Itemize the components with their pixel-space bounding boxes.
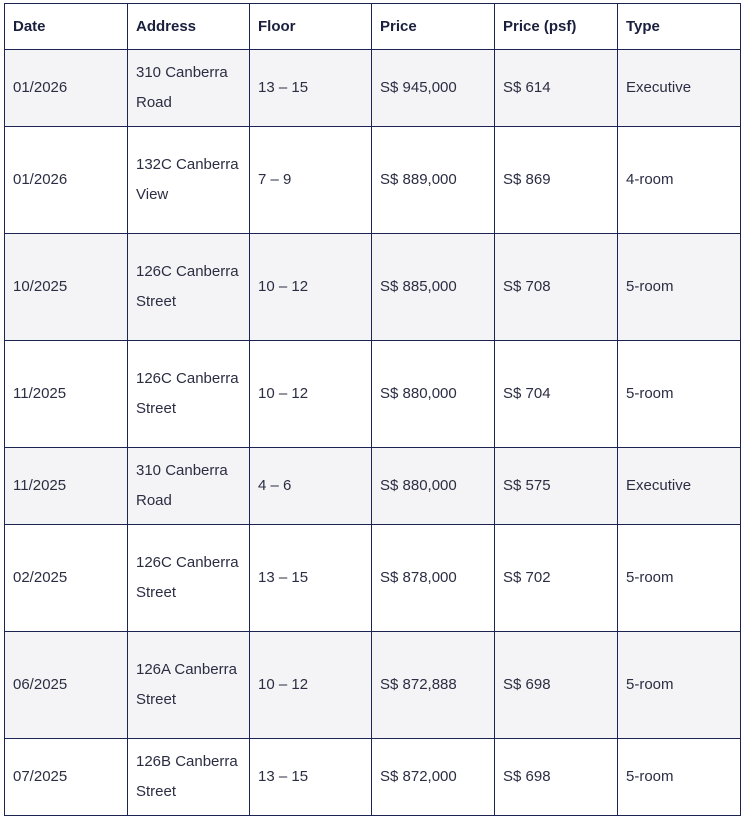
cell-address: 126C Canberra Street — [128, 525, 250, 632]
cell-date: 06/2025 — [5, 632, 128, 739]
cell-floor: 13 – 15 — [250, 525, 372, 632]
cell-date: 11/2025 — [5, 448, 128, 525]
table-row — [5, 525, 741, 632]
transactions-table — [4, 3, 741, 816]
cell-date: 10/2025 — [5, 234, 128, 341]
cell-price-psf: S$ 575 — [495, 448, 618, 525]
table-row — [5, 739, 741, 816]
cell-floor: 7 – 9 — [250, 127, 372, 234]
cell-floor: 13 – 15 — [250, 50, 372, 127]
cell-address: 126C Canberra Street — [128, 341, 250, 448]
cell-type: 5-room — [618, 525, 741, 632]
table-row — [5, 127, 741, 234]
table-row — [5, 50, 741, 127]
cell-price-psf: S$ 614 — [495, 50, 618, 127]
cell-price-psf: S$ 698 — [495, 739, 618, 816]
cell-price-psf: S$ 702 — [495, 525, 618, 632]
header-date: Date — [5, 4, 128, 50]
header-floor: Floor — [250, 4, 372, 50]
cell-type: 5-room — [618, 739, 741, 816]
table-row — [5, 632, 741, 739]
table-row — [5, 341, 741, 448]
cell-date: 07/2025 — [5, 739, 128, 816]
cell-date: 01/2026 — [5, 50, 128, 127]
header-address: Address — [128, 4, 250, 50]
cell-address: 132C Canberra View — [128, 127, 250, 234]
cell-floor: 4 – 6 — [250, 448, 372, 525]
cell-floor: 13 – 15 — [250, 739, 372, 816]
cell-address: 310 Canberra Road — [128, 448, 250, 525]
cell-floor: 10 – 12 — [250, 341, 372, 448]
cell-type: 5-room — [618, 234, 741, 341]
cell-date: 11/2025 — [5, 341, 128, 448]
cell-price-psf: S$ 869 — [495, 127, 618, 234]
cell-price: S$ 889,000 — [372, 127, 495, 234]
cell-price-psf: S$ 704 — [495, 341, 618, 448]
cell-price: S$ 945,000 — [372, 50, 495, 127]
cell-address: 126A Canberra Street — [128, 632, 250, 739]
table-row — [5, 448, 741, 525]
cell-type: Executive — [618, 448, 741, 525]
cell-price: S$ 872,888 — [372, 632, 495, 739]
header-price-psf: Price (psf) — [495, 4, 618, 50]
cell-price: S$ 880,000 — [372, 448, 495, 525]
cell-price: S$ 885,000 — [372, 234, 495, 341]
cell-address: 126C Canberra Street — [128, 234, 250, 341]
table-row — [5, 234, 741, 341]
table-header-row — [5, 4, 741, 50]
cell-price: S$ 872,000 — [372, 739, 495, 816]
cell-date: 01/2026 — [5, 127, 128, 234]
cell-floor: 10 – 12 — [250, 234, 372, 341]
cell-address: 310 Canberra Road — [128, 50, 250, 127]
cell-type: 5-room — [618, 632, 741, 739]
cell-price-psf: S$ 698 — [495, 632, 618, 739]
cell-price: S$ 880,000 — [372, 341, 495, 448]
cell-type: 5-room — [618, 341, 741, 448]
cell-type: Executive — [618, 50, 741, 127]
cell-address: 126B Canberra Street — [128, 739, 250, 816]
cell-type: 4-room — [618, 127, 741, 234]
header-type: Type — [618, 4, 741, 50]
cell-date: 02/2025 — [5, 525, 128, 632]
cell-price: S$ 878,000 — [372, 525, 495, 632]
cell-floor: 10 – 12 — [250, 632, 372, 739]
cell-price-psf: S$ 708 — [495, 234, 618, 341]
header-price: Price — [372, 4, 495, 50]
